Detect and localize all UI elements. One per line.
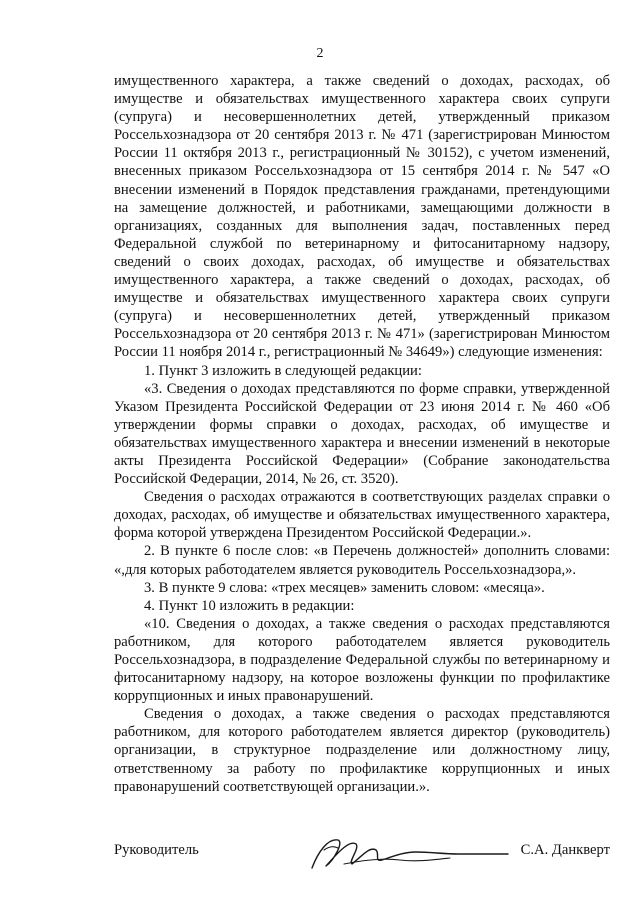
paragraph-item-3: 3. В пункте 9 слова: «трех месяцев» заменить словом: «месяца». bbox=[144, 579, 545, 596]
paragraph-item-3-text: «3. Сведения о доходах представляются по форме справки, утвержденной Указом Президента Российской Федерации от 23 июня 2014 г. № 460 «Об утверждении формы справки о доходах, расходах, об имуществе и обязательствах имущественного характера и внесении изменений в некоторые акты Президента Российской Федерации» (Собрание законодательства Российской Федерации, 2014, № 26, ст. 3520). bbox=[114, 380, 610, 488]
paragraph-expenses: Сведения о расходах отражаются в соответствующих разделах справки о доходах, расходах, об имуществе и обязательствах имущественного характера, форма которой утверждена Президентом Российской Федерации.». bbox=[114, 489, 610, 542]
signatory-name: С.А. Данкверт bbox=[520, 842, 610, 858]
paragraph-item-1: 1. Пункт 3 изложить в следующей редакции: bbox=[144, 362, 422, 379]
handwritten-signature bbox=[304, 830, 514, 876]
paragraph-item-4: 4. Пункт 10 изложить в редакции: bbox=[144, 597, 355, 614]
paragraph-item-10-text: «10. Сведения о доходах, а также сведения о расходах представляются работником, для которого работодателем является руководитель Россельхознадзора, в подразделение Федеральной службы по ветеринарному и фитосанитарному надзору, на которое возложены функции по профилактике коррупционных и иных правонарушений. bbox=[114, 615, 610, 705]
paragraph-organization: Сведения о доходах, а также сведения о расходах представляются работником, для которого работодателем является директор (руководитель) организации, в структурное подразделение или должностному лицу, ответственному за работу по профилактике коррупционных и иных правонарушений соответствующей организации.». bbox=[114, 706, 610, 795]
document-body bbox=[114, 72, 610, 796]
paragraph-intro: имущественного характера, а также сведений о доходах, расходах, об имуществе и обязательствах имущественного характера своих супруги (супруга) и несовершеннолетних детей, утвержденный приказом Россельхознадзора от 20 сентября 2013 г. № 471 (зарегистрирован Минюстом России 11 октября 2013 г., регистрационный № 30152), с учетом изменений, внесенных приказом Россельхознадзора от 15 сентября 2014 г. № 547 «О внесении изменений в Порядок представления гражданами, претендующими на замещение должностей, и работниками, замещающими должности в организациях, созданных для выполнения задач, поставленных перед Федеральной службой по ветеринарному и фитосанитарному надзору, сведений о своих доходах, расходах, об имуществе и обязательствах имущественного характера, а также сведений о доходах, расходах, об имуществе и обязательствах имущественного характера своих супруги (супруга) и несовершеннолетних детей, утвержденный приказом Россельхознадзора от 20 сентября 2013 г. № 471» (зарегистрирован Минюстом России 11 ноября 2014 г., регистрационный № 34649») следующие изменения: bbox=[114, 73, 610, 361]
signature-block bbox=[114, 836, 610, 876]
paragraph-item-2: 2. В пункте 6 после слов: «в Перечень должностей» дополнить словами: «,для которых работодателем является руководитель Россельхознадзора,». bbox=[114, 543, 610, 578]
signatory-title: Руководитель bbox=[114, 842, 199, 858]
page-number: 2 bbox=[316, 46, 324, 61]
